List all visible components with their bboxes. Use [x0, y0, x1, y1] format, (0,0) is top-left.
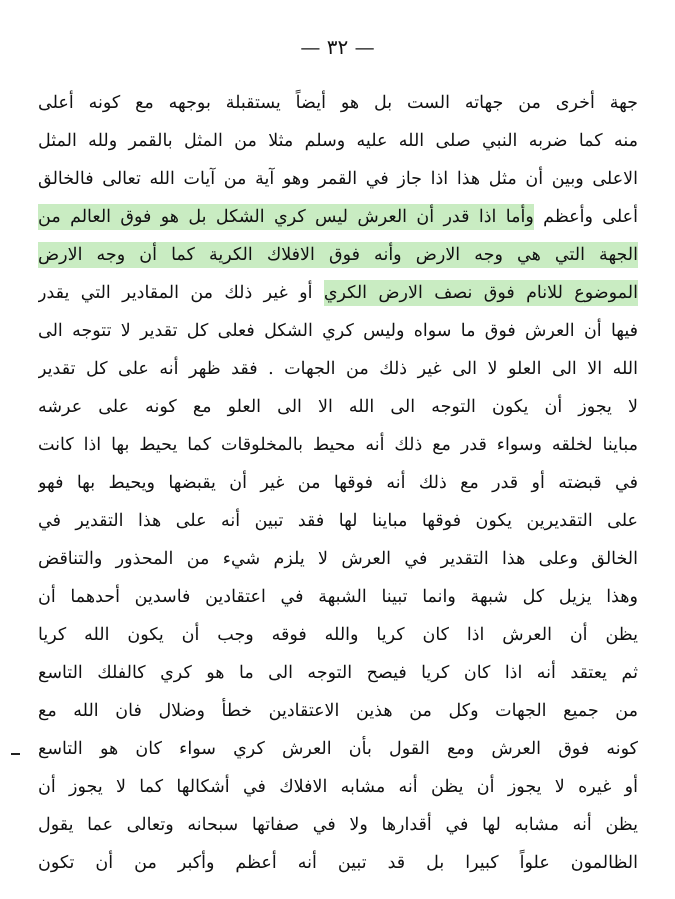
- text-line-16: ثم يعتقد أنه اذا كان كريا فيصح التوجه الى ما هو كري كالفلك التاسع: [38, 663, 638, 683]
- text-line-17: من جميع الجهات وكل من هذين الاعتقادين خطأ وضلال فان الله مع: [38, 701, 638, 721]
- text-line-4-plain: أعلى وأعظم: [543, 207, 638, 227]
- text-line-12: على التقديرين يكون فوقها مباينا لها فقد تبين أنه على هذا التقدير في: [38, 511, 638, 531]
- highlighted-passage-line-3: الموضوع للانام فوق نصف الارض الكري: [324, 280, 638, 306]
- text-line-2: منه كما ضربه النبي صلى الله عليه وسلم مثلا من المثل بالقمر ولله المثل: [38, 131, 638, 151]
- page-body: [38, 84, 638, 882]
- text-line-14: وهذا يزيل كل شبهة وانما تبينا الشبهة في اعتقادين فاسدين أحدهما أن: [38, 587, 638, 607]
- text-line-11: في قبضته أو قدر مع ذلك أنه فوقها من غير أن يقبضها ويحيط بها فهو: [38, 473, 638, 493]
- highlighted-passage-line-2: الجهة التي هي وجه الارض وأنه فوق الافلاك الكرية كما أن وجه الارض: [38, 242, 638, 268]
- text-line-6-plain: أو غير ذلك من المقادير التي يقدر: [38, 283, 313, 303]
- text-line-6: [38, 274, 638, 312]
- text-line-21: الظالمون علواً كبيرا بل قد تبين أنه أعظم وأكبر من أن تكون: [38, 853, 638, 873]
- text-line-4: [38, 198, 638, 236]
- text-line-19: أو غيره لا يجوز أن يظن أنه مشابه الافلاك في أشكالها كما لا يجوز أن: [38, 777, 638, 797]
- text-line-10: مباينا لخلقه وسواء قدر مع ذلك أنه محيط بالمخلوقات كما يحيط بها اذا كانت: [38, 435, 638, 455]
- text-line-20: يظن أنه مشابه لها في أقدارها ولا في صفاتها سبحانه وتعالى عما يقول: [38, 815, 638, 835]
- page-number: — ٣٢ —: [300, 35, 375, 59]
- highlighted-passage-line-1: وأما اذا قدر أن العرش ليس كري الشكل بل هو فوق العالم من: [38, 204, 534, 230]
- text-line-15: يظن أن العرش اذا كان كريا والله فوقه وجب أن يكون الله كريا: [38, 625, 638, 645]
- text-line-9: لا يجوز أن يكون التوجه الى الله الا الى العلو مع كونه على عرشه: [38, 397, 638, 417]
- text-line-18: كونه فوق العرش ومع القول بأن العرش كري سواء كان هو التاسع: [38, 739, 638, 759]
- text-line-1: جهة أخرى من جهاته الست بل هو أيضاً يستقبلة بوجهه مع كونه أعلى: [38, 93, 638, 113]
- text-line-13: الخالق وعلى هذا التقدير في العرش لا يلزم شيء من المحذور والتناقض: [38, 549, 638, 569]
- margin-mark: [11, 753, 20, 755]
- text-line-8: الله الا الى العلو لا الى غير ذلك من الجهات . فقد ظهر أنه على كل تقدير: [38, 359, 638, 379]
- text-line-5: [38, 236, 638, 274]
- text-line-3: الاعلى وبين أن مثل هذا اذا جاز في القمر وهو آية من آيات الله تعالى فالخالق: [38, 169, 638, 189]
- text-line-7: فيها أن العرش فوق ما سواه وليس كري الشكل فعلى كل تقدير لا تتوجه الى: [38, 321, 638, 341]
